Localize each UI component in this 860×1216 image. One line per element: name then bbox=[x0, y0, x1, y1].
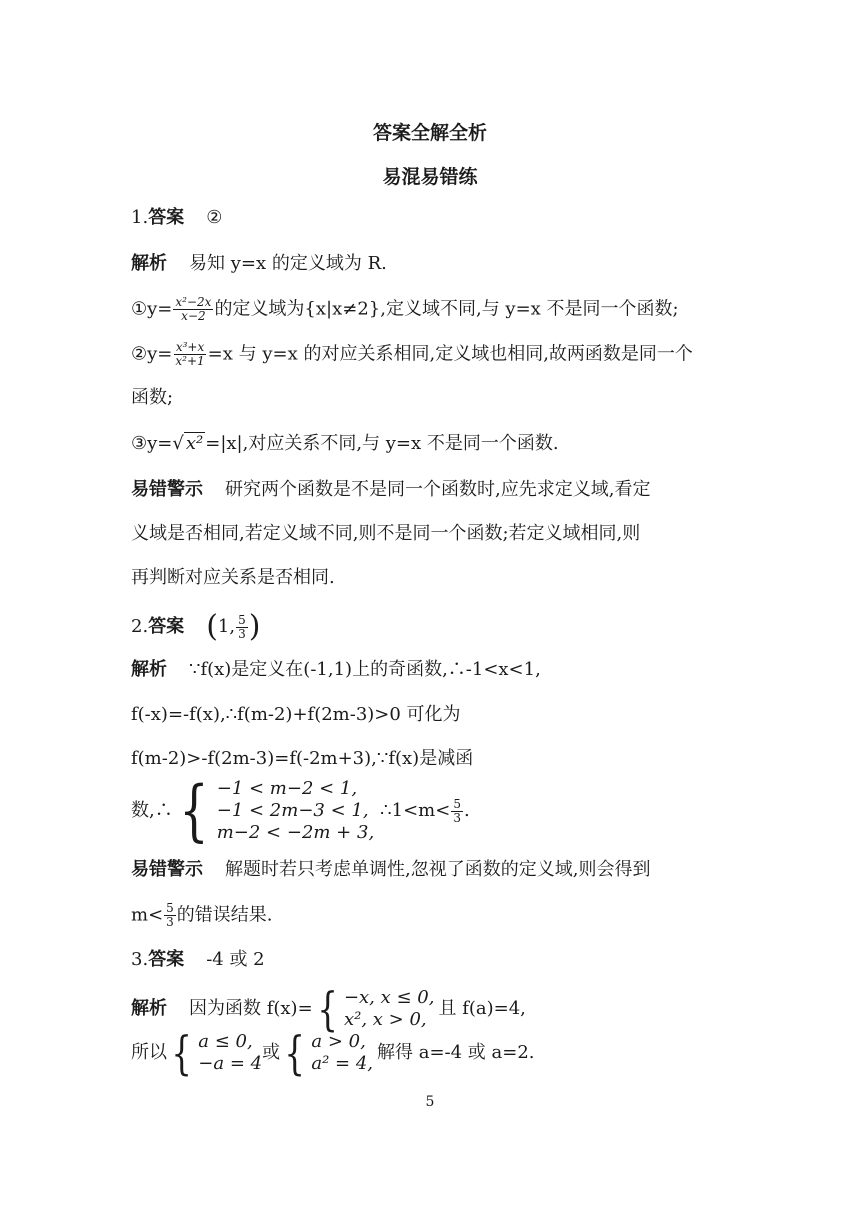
q2-system-row: −1 < m−2 < 1, bbox=[216, 778, 358, 799]
fraction-numerator: 5 bbox=[238, 612, 246, 627]
q1-case2-line bbox=[131, 341, 693, 368]
q2-warning-line2 bbox=[131, 902, 273, 929]
q2-analysis-line2: f(-x)=-f(x),∴f(m-2)+f(2m-3)>0 可化为 bbox=[131, 704, 461, 725]
q3-or: 或 bbox=[262, 1042, 281, 1063]
left-brace: { bbox=[171, 1026, 192, 1080]
q2-warning-text: 解题时若只考虑单调性,忽视了函数的定义域,则会得到 bbox=[225, 859, 651, 880]
q2-close-paren: ) bbox=[248, 609, 261, 644]
q1-analysis-text: 易知 y=x 的定义域为 R. bbox=[189, 253, 387, 274]
q2-system-row: m−2 < −2m + 3, bbox=[216, 822, 375, 843]
q2-answer-line bbox=[131, 609, 261, 644]
left-brace: { bbox=[179, 772, 209, 849]
q3-number: 3. bbox=[131, 949, 149, 970]
q3-systems bbox=[131, 1026, 535, 1080]
q2-result-fraction bbox=[451, 798, 463, 825]
q1-case3-line bbox=[131, 432, 559, 456]
section-subtitle: 易混易错练 bbox=[382, 166, 478, 188]
q1-case2-text: =x 与 y=x 的对应关系相同,定义域也相同,故两函数是同一个 bbox=[207, 343, 693, 365]
q2-system-prefix: 数,∴ bbox=[131, 800, 173, 821]
fraction-numerator: 5 bbox=[453, 796, 461, 811]
left-brace: { bbox=[284, 1026, 305, 1080]
q3-analysis-line2 bbox=[131, 1026, 535, 1080]
q2-system-line bbox=[131, 772, 470, 849]
q2-warning-label: 易错警示 bbox=[131, 859, 203, 880]
page-title: 答案全解全析 bbox=[372, 122, 487, 144]
q1-warning-line2: 义域是否相同,若定义域不同,则不是同一个函数;若定义域相同,则 bbox=[131, 523, 641, 544]
q2-warning-line1 bbox=[131, 858, 650, 882]
q2-system bbox=[131, 772, 470, 849]
q2-system-row: −1 < 2m−3 < 1, bbox=[216, 800, 369, 821]
q1-case1-line bbox=[131, 296, 679, 323]
q1-number: 1. bbox=[131, 207, 149, 228]
q1-warning-text: 研究两个函数是不是同一个函数时,应先求定义域,看定 bbox=[225, 479, 651, 500]
q2-number: 2. bbox=[131, 616, 149, 637]
q2-warning-suffix: 的错误结果. bbox=[176, 904, 273, 926]
q3-system-row: a² = 4, bbox=[311, 1053, 374, 1074]
q1-case1-fraction bbox=[173, 296, 213, 323]
q1-analysis-label: 解析 bbox=[131, 253, 167, 274]
q3-system-row: a > 0, bbox=[311, 1031, 366, 1052]
q3-answer-value: -4 或 2 bbox=[206, 949, 265, 970]
q3-function-condition: 且 f(a)=4, bbox=[438, 998, 526, 1019]
q1-answer-label: 答案 bbox=[148, 207, 185, 228]
left-brace: { bbox=[317, 982, 338, 1036]
q3-analysis-label: 解析 bbox=[131, 998, 167, 1019]
q3-function-cases bbox=[344, 987, 435, 1031]
q1-case3-text: =|x|,对应关系不同,与 y=x 不是同一个函数. bbox=[205, 433, 559, 454]
q1-warning-line3: 再判断对应关系是否相同. bbox=[131, 567, 335, 588]
q3-answer-label: 答案 bbox=[148, 949, 185, 970]
q2-answer-lower: 1, bbox=[217, 616, 236, 637]
q3-system-row: −a = 4 bbox=[198, 1053, 263, 1074]
q2-period: . bbox=[463, 800, 470, 821]
q1-case2-fraction bbox=[173, 341, 206, 368]
q2-analysis-label: 解析 bbox=[131, 659, 167, 680]
page-number: 5 bbox=[425, 1094, 435, 1110]
q1-warning-label: 易错警示 bbox=[131, 479, 203, 500]
fraction-denominator: 3 bbox=[166, 915, 174, 929]
q3-answer-line bbox=[131, 948, 265, 972]
q2-warning-prefix: m< bbox=[131, 904, 164, 926]
q1-warning-line1 bbox=[131, 478, 650, 502]
q3-function-case: −x, x ≤ 0, bbox=[343, 987, 435, 1008]
q2-analysis-text: ∵f(x)是定义在(-1,1)上的奇函数,∴-1<x<1, bbox=[189, 659, 541, 680]
fraction-denominator: x−2 bbox=[181, 309, 206, 323]
q1-case1-prefix: ①y= bbox=[131, 298, 173, 320]
q2-system-rows bbox=[217, 778, 374, 844]
q1-answer-line bbox=[131, 206, 222, 230]
fraction-denominator: x²+1 bbox=[175, 354, 205, 368]
q3-system-two bbox=[311, 1031, 373, 1075]
q2-warning-fraction bbox=[164, 902, 176, 929]
q2-analysis-line1 bbox=[131, 658, 541, 682]
q2-analysis-line3: f(m-2)>-f(2m-3)=f(-2m+3),∵f(x)是减函 bbox=[131, 748, 474, 769]
q3-solution: 解得 a=-4 或 a=2. bbox=[377, 1042, 535, 1063]
fraction-denominator: 3 bbox=[453, 810, 461, 825]
q2-answer-label: 答案 bbox=[148, 616, 185, 637]
q1-analysis-line bbox=[131, 252, 387, 276]
q1-case3-radicand: x² bbox=[185, 433, 204, 454]
q3-system-row: a ≤ 0, bbox=[198, 1031, 253, 1052]
q1-case3-prefix: ③y=√ bbox=[131, 433, 184, 454]
q1-case2-prefix: ②y= bbox=[131, 343, 173, 365]
q3-function-case: x², x > 0, bbox=[343, 1009, 427, 1030]
q2-open-paren: ( bbox=[206, 609, 218, 644]
fraction-numerator: x³+x bbox=[175, 340, 205, 354]
q2-answer-fraction bbox=[236, 614, 248, 641]
q1-case2-continued: 函数; bbox=[131, 387, 174, 408]
q3-function-prefix: 因为函数 f(x)= bbox=[189, 998, 313, 1019]
fraction-numerator: 5 bbox=[166, 901, 174, 915]
q3-system-one bbox=[198, 1031, 262, 1075]
fraction-numerator: x²−2x bbox=[175, 295, 212, 309]
fraction-denominator: 3 bbox=[238, 626, 246, 641]
q1-case1-text: 的定义域为{x|x≠2},定义域不同,与 y=x 不是同一个函数; bbox=[214, 298, 679, 320]
q1-answer-value: ② bbox=[206, 207, 223, 228]
q2-system-result: ∴1<m< bbox=[380, 800, 451, 821]
q3-systems-prefix: 所以 bbox=[131, 1042, 167, 1063]
